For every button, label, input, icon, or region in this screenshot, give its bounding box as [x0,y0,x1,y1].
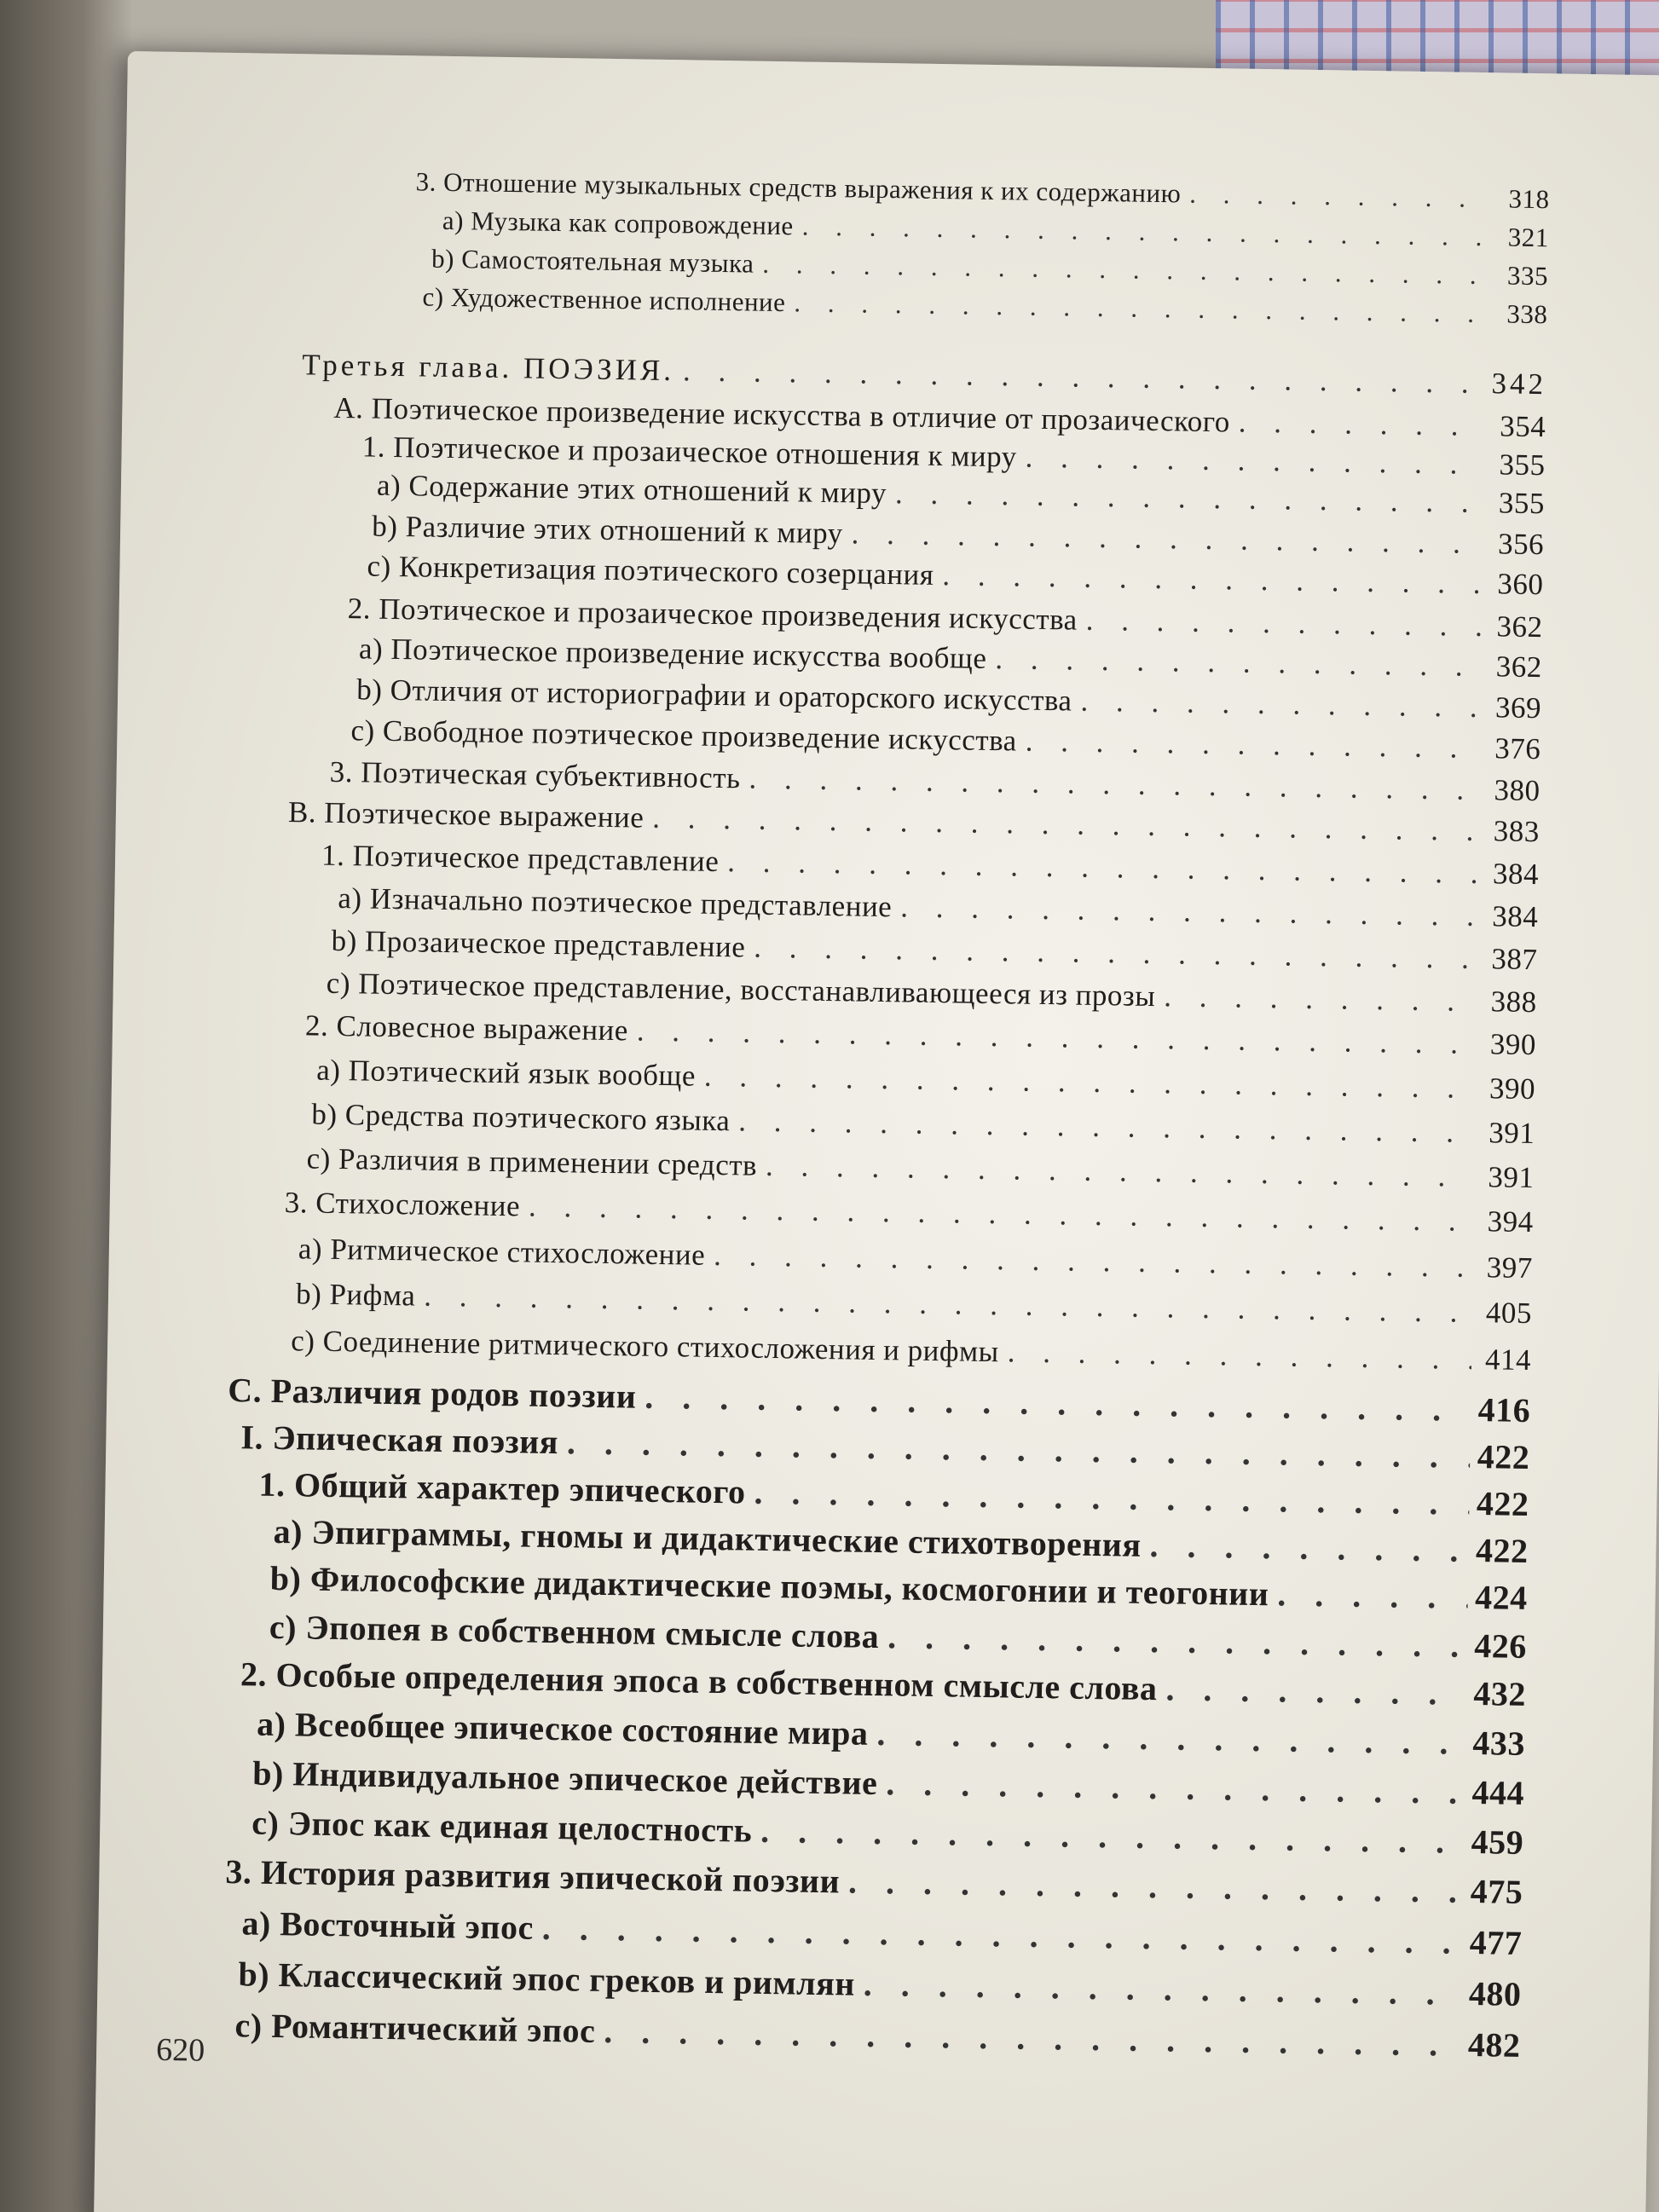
toc-entry-label: a) Содержание этих отношений к миру [376,468,887,511]
toc-entry-page: 355 [1498,486,1546,521]
toc-entry [311,1098,1535,1152]
toc-entry-label: c) Эпопея в собственном смысле слова [269,1607,880,1656]
toc-entry-label: I. Эпическая поэзия [240,1418,559,1462]
toc-entry [284,1186,1533,1239]
toc-entry-page: 318 [1508,183,1550,215]
toc-entry-page: 414 [1484,1343,1532,1377]
toc-entry-label: c) Романтический эпос [234,2006,596,2050]
dot-leader [752,1811,1465,1862]
toc-entry-page: 360 [1497,567,1544,602]
dot-leader [628,1014,1477,1061]
dot-leader [879,1616,1467,1666]
dot-leader [986,642,1483,684]
toc-entry-page: 384 [1492,857,1540,892]
toc-entry-label: c) Свободное поэтическое произведение искусства [350,713,1018,758]
dot-leader [696,1060,1477,1106]
toc-entry-page: 394 [1487,1204,1534,1239]
toc-entry-page: 422 [1476,1484,1529,1524]
dot-leader [595,2011,1461,2065]
toc-entry-label: 3. Стихосложение [284,1186,521,1223]
dot-leader [533,1908,1462,1962]
toc-entry-label: b) Философские дидактические поэмы, космогонии и теогонии [269,1558,1269,1614]
dot-leader [1141,1525,1469,1570]
dot-leader [785,287,1488,329]
toc-entry-page: 422 [1475,1531,1529,1571]
toc-entry-page: 376 [1494,731,1541,766]
toc-entry [251,1803,1524,1863]
toc-entry [257,1704,1526,1764]
dot-leader [730,1104,1476,1150]
toc-entry-page: 342 [1491,367,1547,401]
toc-entry-page: 444 [1471,1773,1525,1812]
toc-entry [225,1851,1523,1912]
dot-leader [674,354,1488,401]
toc-entry-label: c) Различия в применении средств [306,1141,758,1182]
dot-leader [868,1713,1465,1763]
toc-entry [306,1141,1534,1195]
toc-entry-label: b) Различие этих отношений к миру [371,509,844,551]
dot-leader [877,1763,1465,1812]
toc-entry-label: 3. Отношение музыкальных средств выражения к их содержанию [415,166,1182,209]
dot-leader [840,1861,1464,1910]
toc-entry-page: 477 [1469,1922,1523,1962]
toc-entry-label: a) Всеобщее эпическое состояние мира [256,1704,869,1753]
toc-entry-page: 391 [1488,1160,1535,1195]
toc-entry [234,2005,1521,2065]
toc-entry-label: a) Эпиграммы, гномы и дидактические стихотворения [273,1511,1142,1564]
toc-entry-label: c) Эпос как единая целостность [251,1803,753,1850]
book-page [94,51,1659,2212]
dot-leader [1157,1668,1466,1713]
toc-entry-page: 475 [1470,1872,1523,1911]
toc-entry-label: 3. Поэтическая субъективность [329,754,741,795]
dot-leader [754,249,1488,292]
toc-entry-page: 388 [1490,985,1537,1019]
toc-entry-page: 405 [1485,1296,1533,1331]
toc-entry [291,1324,1531,1377]
dot-leader [1016,724,1481,765]
toc-entry [252,1753,1525,1813]
toc-entry-label: В. Поэтическое выражение [287,795,645,835]
toc-entry [305,1008,1536,1062]
toc-entry-page: 362 [1495,650,1543,684]
dot-leader [842,517,1484,561]
dot-leader [1269,1574,1468,1617]
toc-entry-label: a) Поэтическое произведение искусства вообще [358,632,987,675]
dot-leader [1181,178,1490,214]
dot-leader [1072,684,1482,725]
dot-leader [520,1189,1474,1239]
dot-leader [719,845,1479,891]
dot-leader [705,1239,1473,1285]
toc-entry-page: 480 [1468,1973,1522,2013]
toc-entry-label: c) Поэтическое представление, восстанавливающееся из прозы [326,966,1156,1014]
dot-leader [740,761,1481,807]
dot-leader [793,211,1489,252]
toc-entry-label: 1. Общий характер эпического [258,1464,746,1511]
toc-entry-label: b) Отличия от историографии и ораторского искусства [356,673,1072,718]
dot-leader [1155,979,1477,1019]
toc-entry-label: b) Прозаическое представление [331,923,746,964]
toc-entry-page: 422 [1477,1437,1530,1477]
toc-entry-page: 424 [1474,1578,1529,1618]
toc-entry-page: 384 [1491,899,1539,934]
toc-entry-label: b) Классический эпос греков и римлян [238,1955,856,2003]
dot-leader [415,1279,1472,1329]
toc-entry-page: 433 [1472,1724,1526,1763]
toc-entry-page: 432 [1473,1674,1527,1713]
toc-entry-label: a) Музыка как сопровождение [442,205,795,241]
dot-leader [854,1964,1461,2013]
toc-entry-label: 1. Поэтическое и прозаическое отношения к миру [361,430,1018,474]
toc-entry-page: 416 [1477,1390,1531,1430]
toc-entry-label: a) Ритмическое стихосложение [298,1232,706,1272]
toc-entry-label: 2. Особые определения эпоса в собственном смысле слова [240,1655,1158,1708]
toc-entry-page: 335 [1506,260,1549,292]
toc-entry-label: С. Различия родов поэзии [227,1371,637,1416]
toc-entry-label: a) Изначально поэтическое представление [338,881,893,924]
toc-entry-page: 355 [1499,448,1546,482]
page-number: 620 [155,2031,205,2069]
toc-entry-label: c) Художественное исполнение [422,281,786,318]
toc-entry-page: 383 [1493,814,1540,849]
dot-leader [757,1149,1475,1194]
toc-entry [238,1954,1522,2014]
toc-entry-page: 380 [1494,773,1540,808]
toc-entry [241,1903,1523,1963]
toc-entry-page: 356 [1497,527,1545,562]
toc-entry-page: 321 [1507,222,1550,253]
dot-leader [636,1377,1471,1429]
toc-entry-page: 354 [1499,409,1546,444]
toc-entry-label: 2. Словесное выражение [304,1008,629,1048]
dot-leader [745,931,1478,976]
toc-entry-label: b) Средства поэтического языка [311,1097,731,1138]
dot-leader [934,558,1484,601]
dot-leader [644,801,1480,848]
toc-entry-page: 338 [1506,298,1548,330]
dot-leader [1229,405,1486,443]
toc-entry [296,1277,1532,1331]
toc-entry-page: 390 [1489,1027,1537,1062]
toc-entry-page: 482 [1467,2024,1521,2065]
toc-entry-page: 459 [1471,1822,1524,1862]
dot-leader [998,1335,1471,1377]
dot-leader [1016,440,1485,482]
toc-entry-page: 397 [1486,1250,1534,1285]
toc-entry-page: 362 [1496,609,1543,644]
toc-entry [316,1054,1535,1106]
toc-entry-page: 426 [1473,1626,1528,1666]
toc-entry-label: b) Индивидуальное эпическое действие [251,1753,878,1803]
dot-leader [892,890,1479,933]
toc-entry-label: 2. Поэтическое и прозаическое произведения искусства [347,592,1078,637]
dot-leader [887,476,1485,520]
toc-entry-page: 387 [1491,942,1538,977]
toc-entry-label: c) Соединение ритмического стихосложения и рифмы [290,1324,1000,1369]
toc-entry-label: a) Восточный эпос [241,1903,535,1947]
toc-entry-label: А. Поэтическое произведение искусства в отличие от прозаического [333,390,1231,439]
toc-entry-label: 3. История развития эпической поэзии [225,1852,841,1901]
dot-leader [558,1422,1471,1476]
toc-entry-label: b) Рифма [295,1277,416,1313]
dot-leader [745,1472,1470,1523]
toc-entry-page: 390 [1488,1071,1536,1106]
toc-entry-page: 369 [1494,690,1542,725]
toc-entry-label: a) Поэтический язык вообще [315,1053,697,1093]
toc-entry-label: c) Конкретизация поэтического созерцания [367,549,934,592]
dot-leader [1077,604,1483,644]
toc-entry-label: 1. Поэтическое представление [321,838,720,879]
toc-entry-label: Третья глава. ПОЭЗИЯ. [301,348,675,388]
toc-entry [298,1232,1533,1285]
toc-entry-page: 391 [1488,1116,1535,1151]
toc-entry-label: b) Самостоятельная музыка [431,243,754,279]
